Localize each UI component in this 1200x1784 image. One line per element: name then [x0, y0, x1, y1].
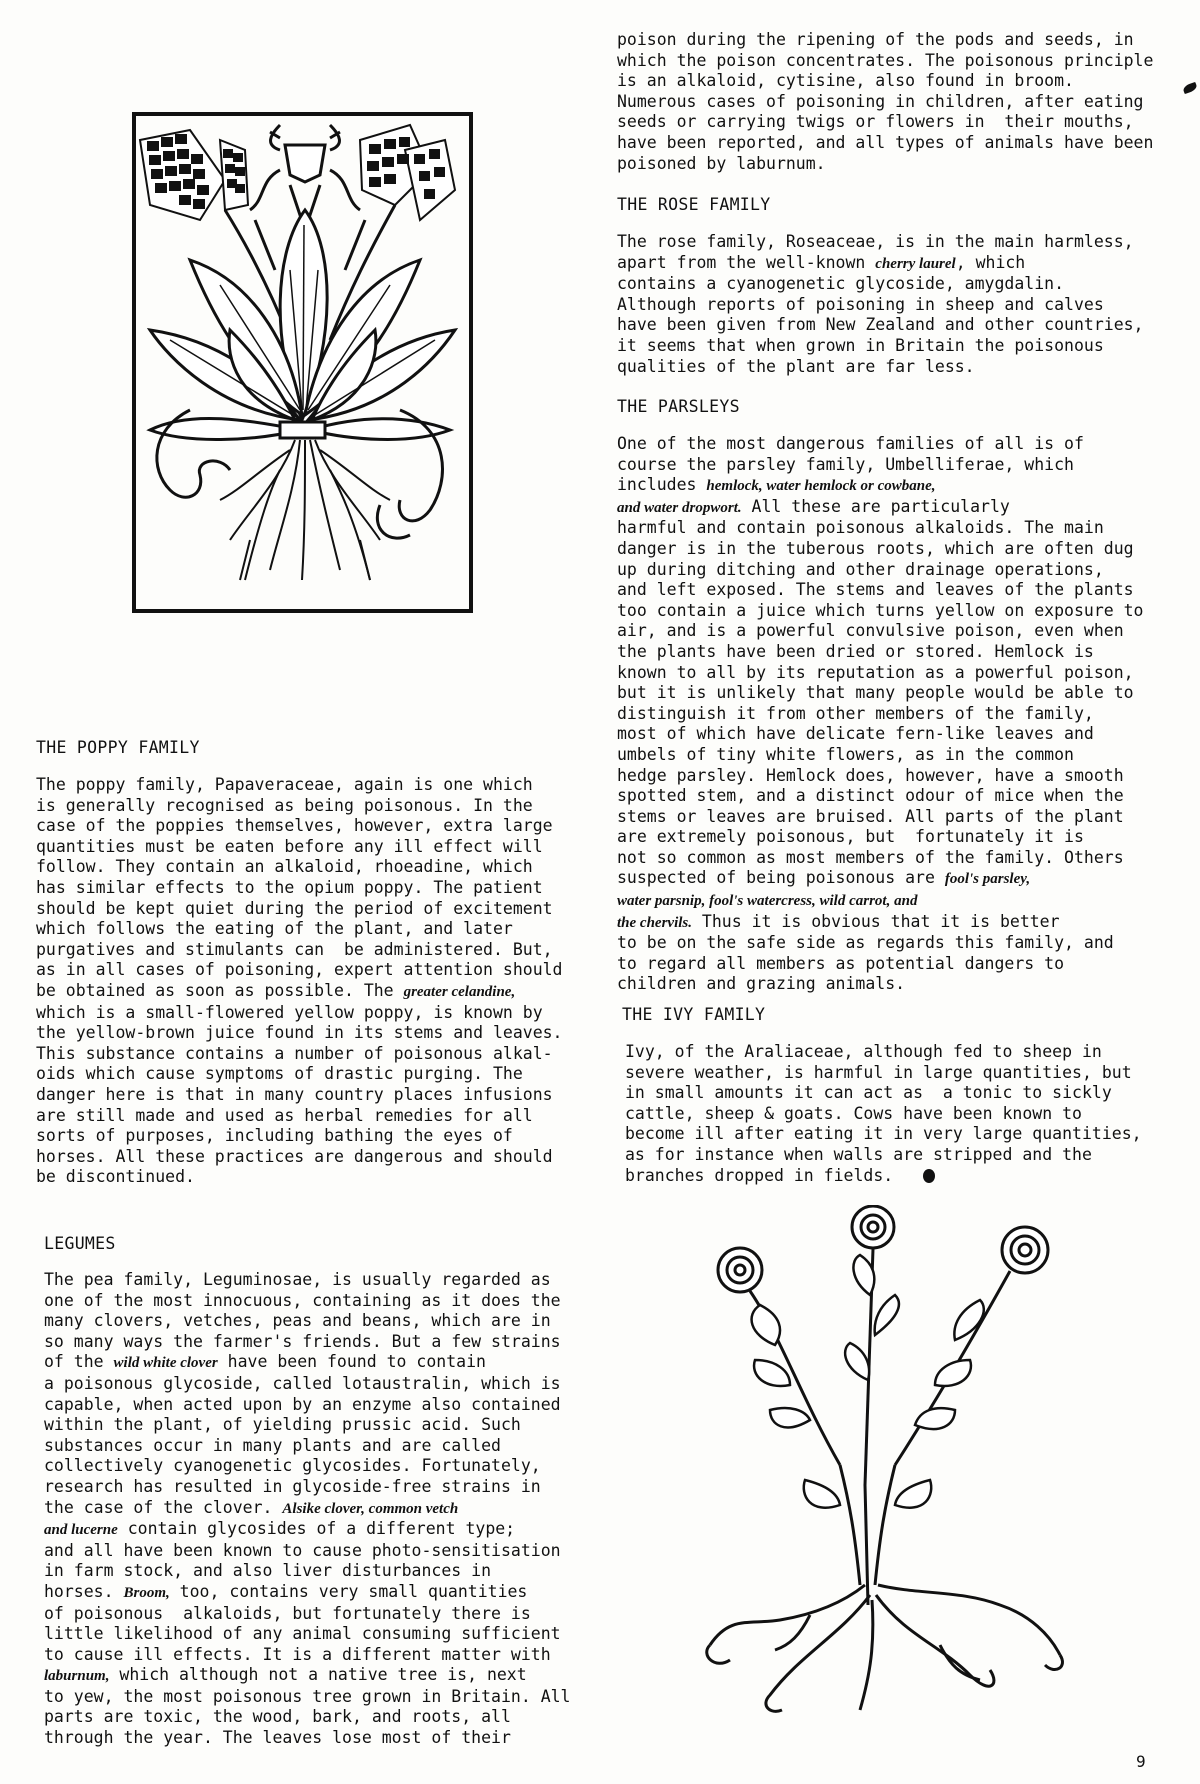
term-laburnum: laburnum, — [44, 1668, 110, 1685]
laburnum-continued-paragraph: poison during the ripening of the pods and seeds, in which the poison concentrates. The poisonous principle is an alkaloid, cytisine, also found in broom. Numerous cases of poisoning in children, after eating seeds or carrying twigs or flowers in their mouths, have been reported, and all types of animals have been poisoned by laburnum. — [617, 30, 1154, 173]
term-lucerne: and lucerne — [44, 1522, 118, 1539]
term-water-parsnip-list: water parsnip, fool's watercress, wild carrot, and — [617, 893, 918, 910]
ivy-paragraph: Ivy, of the Araliaceae, although fed to sheep in severe weather, is harmful in large quantities, but in small amounts it can act as a tonic to sickly cattle, sheep & goats. Cows have been known to become ill after eating it in very large quantities, as for instance when walls are stripped and the branches dropped in fields. — [625, 1042, 1142, 1185]
rose-heading: THE ROSE FAMILY — [617, 195, 771, 214]
parsleys-paragraph: One of the most dangerous families of all is of course the parsley family, Umbelliferae, which includes hemlock, water hemlock or cowbane, and water dropwort. All these are particularly harmful and contain poisonous alkaloids. The main danger is in the tuberous roots, which are often dug up during ditching and other drainage operations, and left exposed. The stems and leaves of the plants too contain a juice which turns yellow on exposure to air, and is a powerful convulsive poison, even when the plants have been dried or stored. Hemlock is known to all by its reputation as a powerful poison, but it is unlikely that many people would be able to distinguish it from other members of the family, most of which have delicate fern-like leaves and umbels of tiny white flowers, as in the common hedge parsley. Hemlock does, however, have a smooth spotted stem, and a distinct odour of mice when the stems or leaves are bruised. All parts of the plant are extremely poisonous, but fortunately it is not so common as most members of the family. Others suspected of being poisonous are fool's parsley, water parsnip, fool's watercress, wild carrot, and the chervils. Thus it is obvious that it is better to be on the safe side as regards this family, and to regard all members as potential dangers to children and grazing animals. — [617, 434, 1144, 994]
legumes-heading: LEGUMES — [44, 1234, 116, 1253]
rose-illustration — [690, 1205, 1085, 1720]
term-water-dropwort: and water dropwort. — [617, 499, 742, 516]
rose-paragraph: The rose family, Roseaceae, is in the main harmless, apart from the well-known cherry laurel, which contains a cyanogenetic glycoside, amygdalin. Although reports of poisoning in sheep and calves have been given from New Zealand and other countries, it seems that when grown in Britain the poisonous qualities of the plant are far less. — [617, 232, 1144, 376]
term-wild-white-clover: wild white clover — [113, 1355, 218, 1372]
margin-ink-mark — [1182, 82, 1198, 94]
end-bullet — [923, 1169, 935, 1183]
poppy-heading: THE POPPY FAMILY — [36, 738, 200, 757]
term-greater-celandine: greater celandine, — [403, 983, 516, 1000]
page-number: 9 — [1136, 1752, 1146, 1771]
term-cherry-laurel: cherry laurel — [875, 255, 956, 272]
woodcut-illustration — [130, 110, 475, 615]
parsleys-heading: THE PARSLEYS — [617, 397, 740, 416]
term-alsike-clover: Alsike clover, common vetch — [282, 1500, 459, 1517]
term-hemlock: hemlock, water hemlock or cowbane, — [706, 478, 936, 495]
poppy-paragraph: The poppy family, Papaveraceae, again is one which is generally recognised as being poisonous. In the case of the poppies themselves, however, extra large quantities must be eaten before any ill effect will follow. They contain an alkaloid, rhoeadine, which has similar effects to the opium poppy. The patient should be kept quiet during the period of excitement which follows the eating of the plant, and later purgatives and stimulants can be administered. But, as in all cases of poisoning, expert attention should be obtained as soon as possible. The greater celandine, which is a small-flowered yellow poppy, is known by the yellow-brown juice found in its stems and leaves. This substance contains a number of poisonous alkal- oids which cause symptoms of drastic purging. The danger here is that in many country places infusions are still made and used as herbal remedies for all sorts of purposes, including bathing the eyes of horses. All these practices are dangerous and should be discontinued. — [36, 775, 563, 1187]
term-chervils: the chervils. — [617, 914, 692, 931]
legumes-paragraph: The pea family, Leguminosae, is usually regarded as one of the most innocuous, containing as it does the many clovers, vetches, peas and beans, which are in so many ways the farmer's friends. But a few strains of the wild white clover have been found to contain a poisonous glycoside, called lotaustralin, which is capable, when acted upon by an enzyme also contained within the plant, of yielding prussic acid. Such substances occur in many plants and are called collectively cyanogenetic glycosides. Fortunately, research has resulted in glycoside-free strains in the case of the clover. Alsike clover, common vetch and lucerne contain glycosides of a different type; and all have been known to cause photo-sensitisation in farm stock, and also liver disturbances in horses. Broom, too, contains very small quantities of poisonous alkaloids, but fortunately there is little likelihood of any animal consuming sufficient to cause ill effects. It is a different matter with laburnum, which although not a native tree is, next to yew, the most poisonous tree grown in Britain. All parts are toxic, the wood, bark, and roots, all through the year. The leaves lose most of their — [44, 1270, 571, 1748]
term-broom: Broom, — [123, 1584, 170, 1601]
ivy-heading: THE IVY FAMILY — [622, 1005, 766, 1024]
term-fools-parsley: fool's parsley, — [944, 871, 1031, 888]
